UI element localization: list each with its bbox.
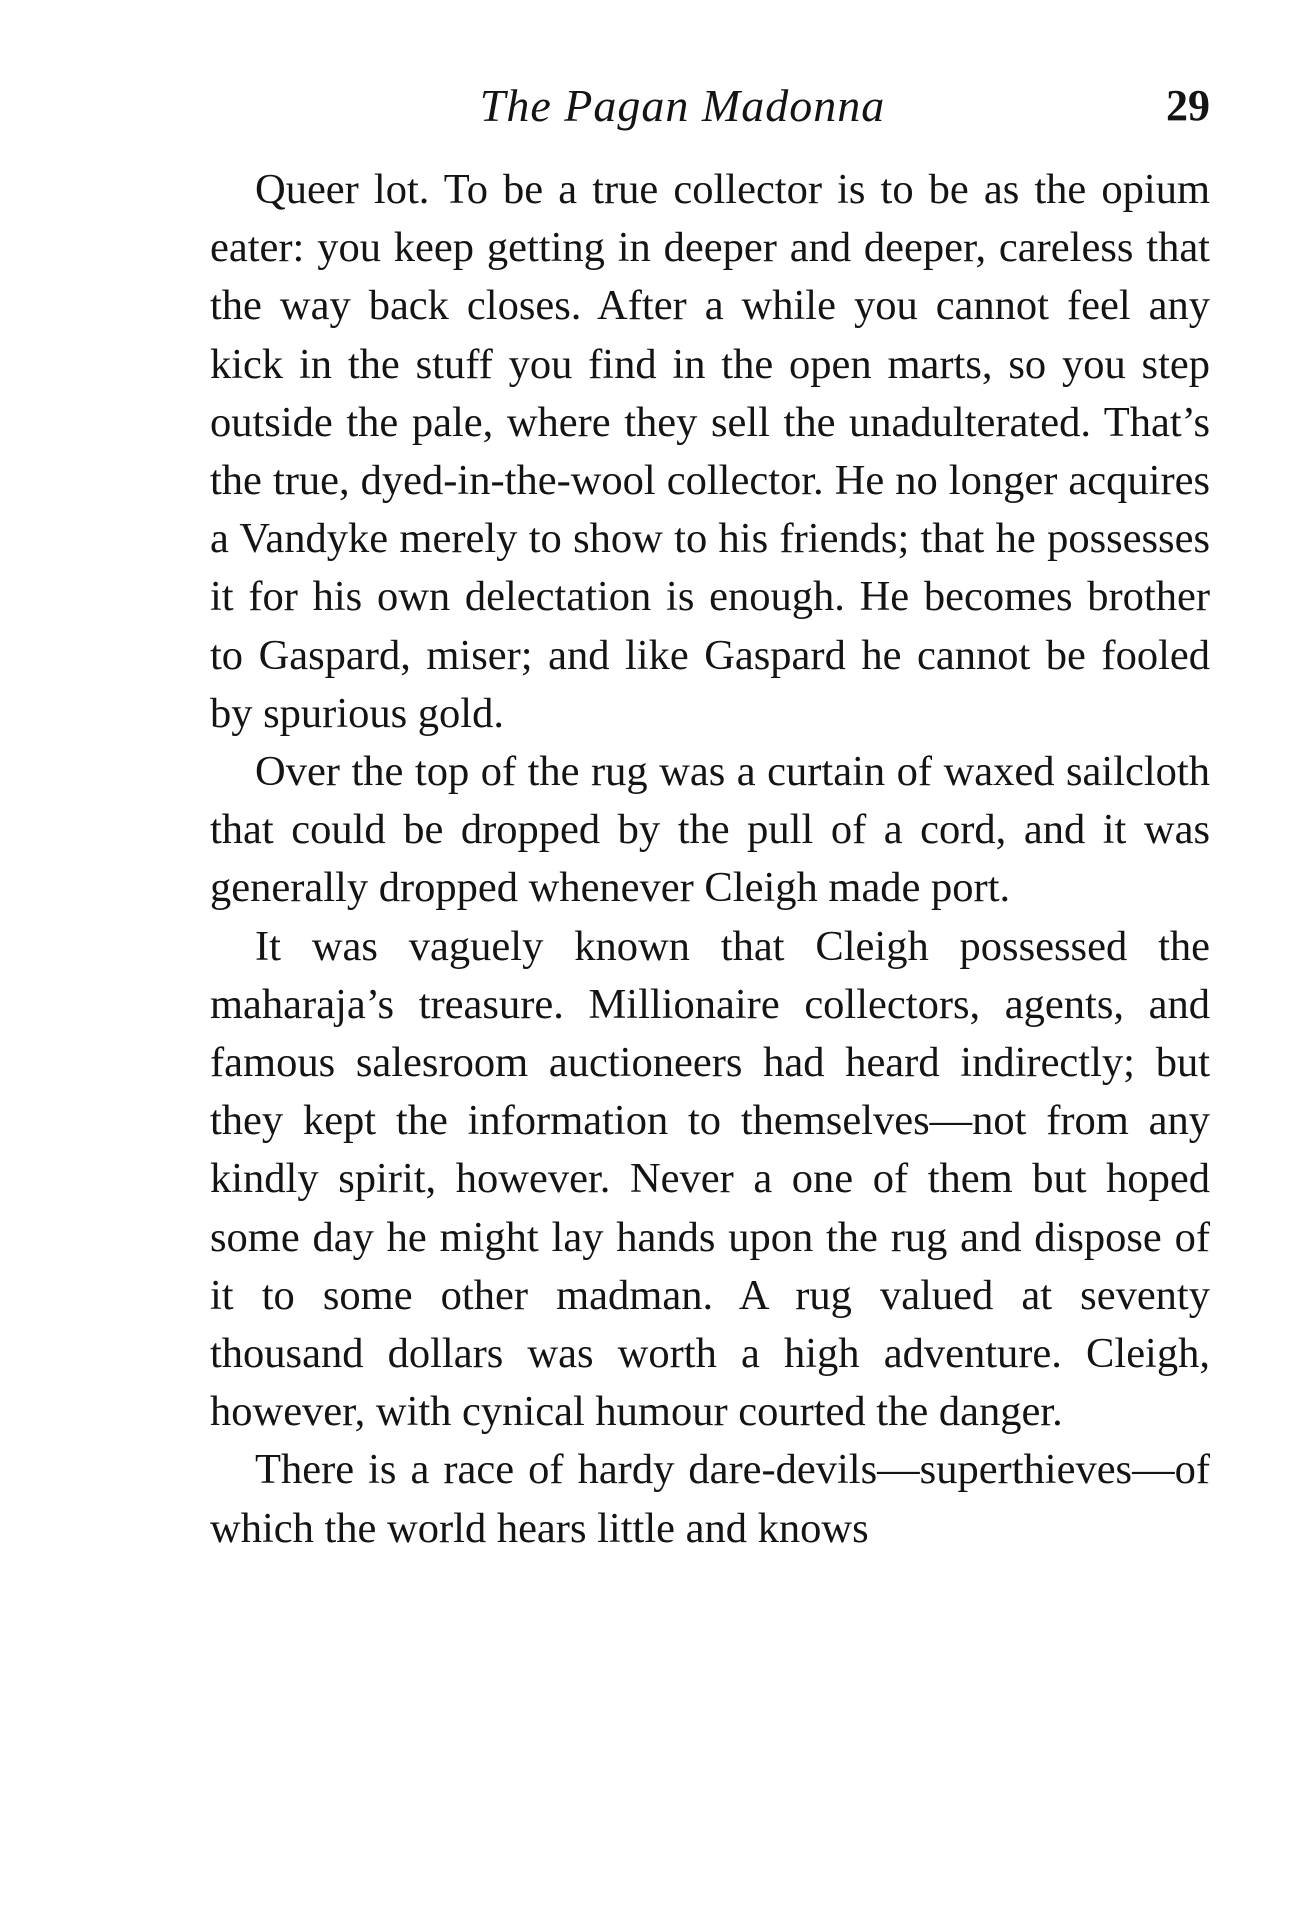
page-number: 29 <box>1166 81 1210 130</box>
paragraph-4: There is a race of hardy dare-devils—superthieves—of which the world hears little and knows <box>210 1446 1210 1552</box>
body-text <box>210 161 1210 1558</box>
paragraph-3: It was vaguely known that Cleigh possessed the maharaja’s treasure. Millionaire collectors, agents, and famous salesroom auctioneers had heard indirectly; but they kept the information to themselves—not from any kindly spirit, however. Never a one of them but hoped some day he might lay hands upon the rug and dispose of it to some other madman. A rug valued at seventy thousand dollars was worth a high adventure. Cleigh, however, with cynical humour courted the danger. <box>210 922 1210 1436</box>
paragraph-1: Queer lot. To be a true collector is to be as the opium eater: you keep getting in deeper and deeper, careless that the way back closes. After a while you cannot feel any kick in the stuff you find in the open marts, so you step outside the pale, where they sell the unadulterated. That’s the true, dyed-in-the-wool collector. He no longer acquires a Vandyke merely to show to his friends; that he possesses it for his own delectation is enough. He becomes brother to Gaspard, miser; and like Gaspard he cannot be fooled by spurious gold. <box>210 166 1210 737</box>
running-title: The Pagan Madonna <box>479 80 886 131</box>
running-head <box>210 76 1210 136</box>
book-page <box>210 0 1210 1905</box>
paragraph-2: Over the top of the rug was a curtain of waxed sailcloth that could be dropped by the pull of a cord, and it was generally dropped whenever Cleigh made port. <box>210 748 1210 912</box>
